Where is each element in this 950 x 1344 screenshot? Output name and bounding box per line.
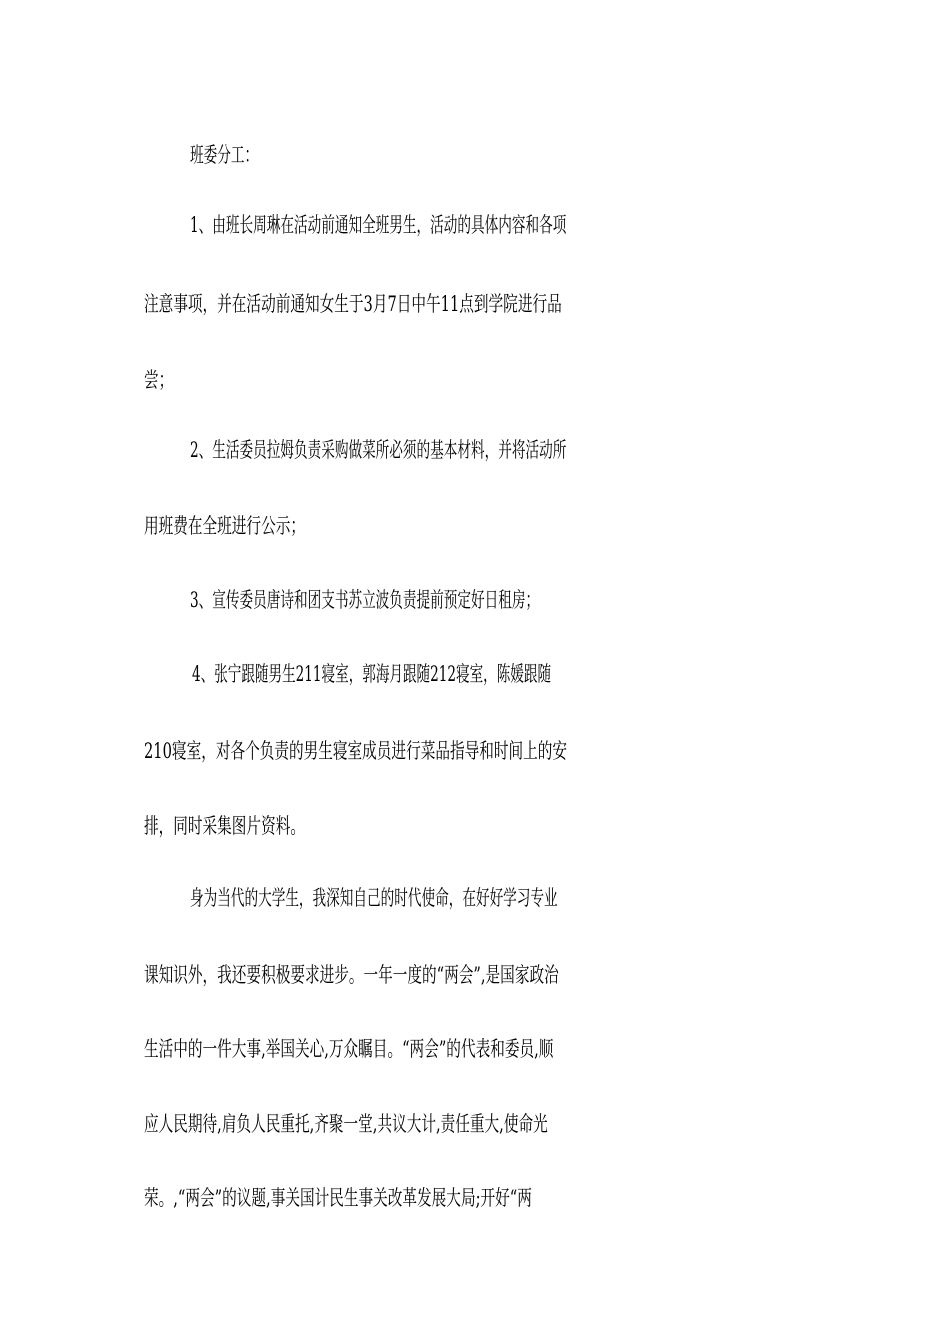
paragraph-item-2-line-2: 用班费在全班进行公示； bbox=[144, 514, 305, 538]
paragraph-body-line-3: 生活中的一件大事,举国关心,万众瞩目。“两会”的代表和委员,顺 bbox=[144, 1037, 554, 1061]
paragraph-body-line-5: 荣。,“两会”的议题,事关国计民生事关改革发展大局;开好“两 bbox=[144, 1186, 532, 1210]
paragraph-heading-committee-duties: 班委分工： bbox=[190, 143, 259, 167]
paragraph-body-line-1: 身为当代的大学生，我深知自己的时代使命，在好好学习专业 bbox=[190, 886, 558, 910]
paragraph-item-1-line-2: 注意事项，并在活动前通知女生于3月7日中午11点到学院进行品 bbox=[144, 292, 562, 316]
paragraph-item-4-line-2: 210寝室，对各个负责的男生寝室成员进行菜品指导和时间上的安 bbox=[144, 739, 568, 763]
paragraph-item-4-line-3: 排，同时采集图片资料。 bbox=[144, 814, 305, 838]
paragraph-item-3-line-1: 3、宣传委员唐诗和团支书苏立波负责提前预定好日租房； bbox=[190, 588, 540, 612]
paragraph-item-4-line-1: 4、张宁跟随男生211寝室，郭海月跟随212寝室，陈媛跟随 bbox=[192, 662, 552, 686]
paragraph-item-1-line-1: 1、由班长周琳在活动前通知全班男生，活动的具体内容和各项 bbox=[190, 213, 567, 237]
paragraph-item-2-line-1: 2、生活委员拉姆负责采购做菜所必须的基本材料，并将活动所 bbox=[190, 438, 567, 462]
paragraph-body-line-4: 应人民期待,肩负人民重托,齐聚一堂,共议大计,责任重大,使命光 bbox=[144, 1112, 548, 1136]
paragraph-body-line-2: 课知识外，我还要积极要求进步。一年一度的“两会”,是国家政治 bbox=[144, 963, 559, 987]
paragraph-item-1-line-3: 尝； bbox=[144, 368, 174, 392]
